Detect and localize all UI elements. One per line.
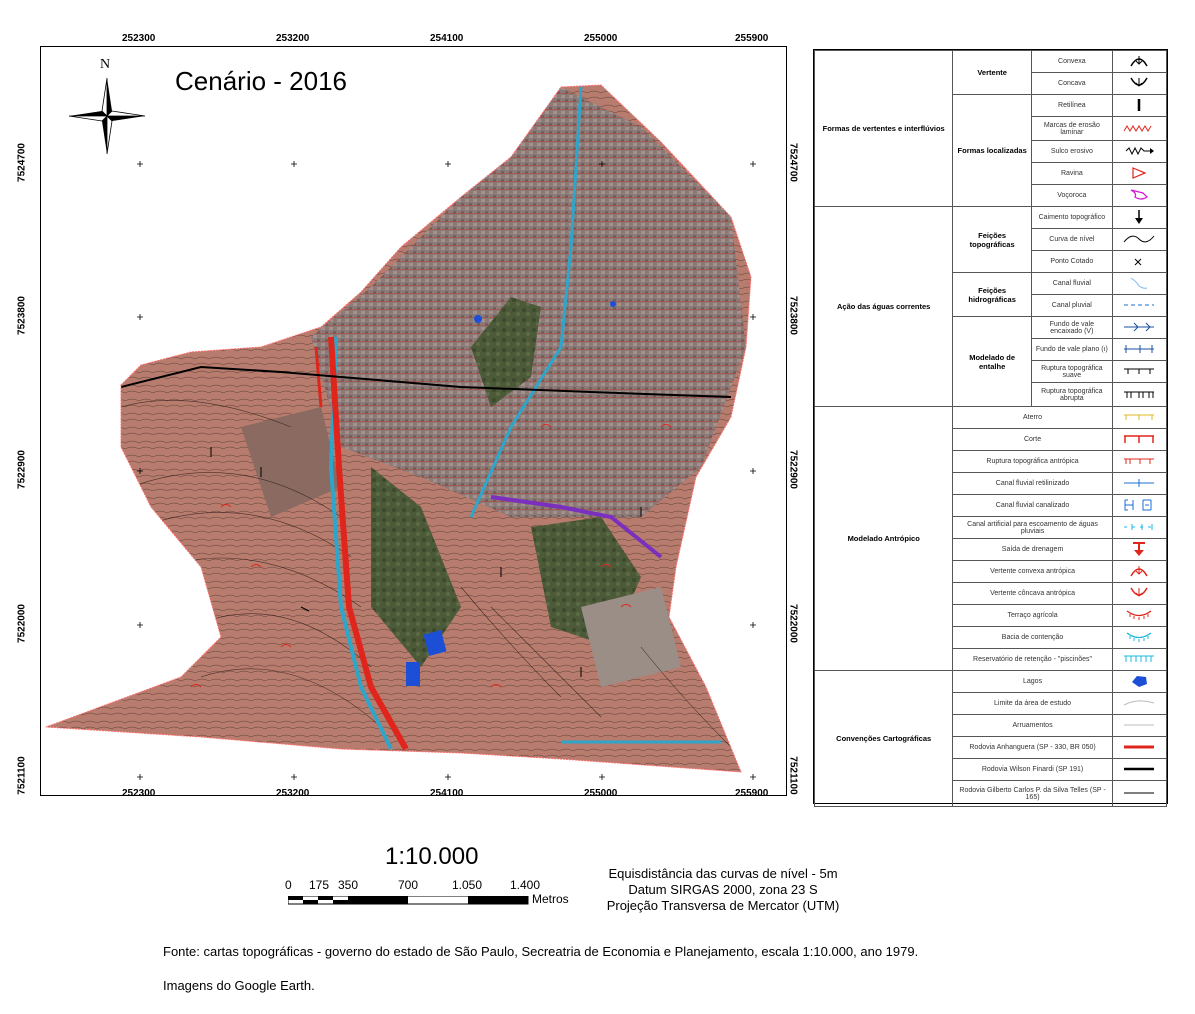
- legend-item-label: Ruptura topográfica suave: [1031, 361, 1112, 383]
- x-tick-top: 255900: [735, 33, 769, 44]
- map-title: Cenário - 2016: [175, 66, 347, 96]
- legend-subgroup-label: Feições topográficas: [953, 207, 1032, 273]
- flat-valley-icon: [1112, 339, 1166, 361]
- rain-channel-icon: [1112, 295, 1166, 317]
- legend-item-label: Rodovia Wilson Finardi (SP 191): [953, 759, 1112, 781]
- gully-icon: [1112, 185, 1166, 207]
- legend-group-label: Ação das águas correntes: [815, 207, 953, 407]
- highway-gray-icon: [1112, 781, 1166, 807]
- legend-item-label: Fundo de vale plano (ı): [1031, 339, 1112, 361]
- v-valley-icon: [1112, 317, 1166, 339]
- rectilinear-icon: [1112, 95, 1166, 117]
- retention-reservoir-icon: [1112, 649, 1166, 671]
- legend-item-label: Aterro: [953, 407, 1112, 429]
- y-tick-right: 7522900: [787, 450, 799, 489]
- y-tick-right: 7521100: [787, 756, 799, 795]
- laminar-erosion-icon: [1112, 117, 1166, 141]
- scale-bar: [288, 896, 530, 906]
- study-limit-icon: [1112, 693, 1166, 715]
- legend-item-label: Voçoroca: [1031, 185, 1112, 207]
- river-channel-icon: [1112, 273, 1166, 295]
- topographic-dip-icon: [1112, 207, 1166, 229]
- legend-table: [814, 50, 1167, 807]
- legend-item-label: Ruptura topográfica antrópica: [953, 451, 1112, 473]
- legend-item-label: Terraço agrícola: [953, 605, 1112, 627]
- cut-icon: [1112, 429, 1166, 451]
- legend-group-label: Formas de vertentes e interflúvios: [815, 51, 953, 207]
- legend-item-label: Canal fluvial retilinizado: [953, 473, 1112, 495]
- scale-tick-label: 1.050: [452, 878, 483, 892]
- y-tick-right: 7522000: [787, 604, 799, 643]
- map-canvas: [41, 47, 786, 795]
- legend-item-label: Canal pluvial: [1031, 295, 1112, 317]
- contour-interval-note: Equisdistância das curvas de nível - 5m: [608, 866, 838, 881]
- legend-item-label: Ruptura topográfica abrupta: [1031, 383, 1112, 407]
- x-tick-top: 253200: [276, 33, 310, 44]
- x-tick-top: 252300: [122, 33, 156, 44]
- legend-subgroup-label: Modelado de entalhe: [953, 317, 1032, 407]
- legend-item-label: Bacia de contenção: [953, 627, 1112, 649]
- drainage-outlet-icon: [1112, 539, 1166, 561]
- x-tick-top: 254100: [430, 33, 464, 44]
- lake-icon: [1112, 671, 1166, 693]
- legend: [813, 49, 1168, 804]
- anthropic-concave-icon: [1112, 583, 1166, 605]
- scale-tick-label: 1.400: [510, 878, 541, 892]
- legend-item-label: Limite da área de estudo: [953, 693, 1112, 715]
- containment-basin-icon: [1112, 627, 1166, 649]
- y-tick-left: 7522900: [16, 450, 28, 489]
- soft-break-icon: [1112, 361, 1166, 383]
- contour-line-icon: [1112, 229, 1166, 251]
- scale-unit: Metros: [532, 892, 569, 906]
- legend-item-label: Retilínea: [1031, 95, 1112, 117]
- legend-subgroup-label: Feições hidrográficas: [953, 273, 1032, 317]
- legend-item-label: Sulco erosivo: [1031, 141, 1112, 163]
- highway-black-icon: [1112, 759, 1166, 781]
- legend-subgroup-label: Vertente: [953, 51, 1032, 95]
- spot-height-icon: [1112, 251, 1166, 273]
- legend-item-label: Rodovia Anhanguera (SP - 330, BR 050): [953, 737, 1112, 759]
- scale-tick-label: 175: [309, 878, 330, 892]
- map-notes: [578, 866, 868, 914]
- legend-item-label: Canal artificial para escoamento de águas pluviais: [953, 517, 1112, 539]
- concave-slope-icon: [1112, 73, 1166, 95]
- legend-group-label: Convenções Cartográficas: [815, 671, 953, 807]
- datum-note: Datum SIRGAS 2000, zona 23 S: [628, 882, 818, 897]
- scale-tick-label: 0: [285, 878, 292, 892]
- highway-red-icon: [1112, 737, 1166, 759]
- images-credit: Imagens do Google Earth.: [163, 978, 315, 993]
- y-tick-right: 7523800: [787, 296, 799, 335]
- legend-item-label: Convexa: [1031, 51, 1112, 73]
- legend-item-label: Canal fluvial: [1031, 273, 1112, 295]
- projection-note: Projeção Transversa de Mercator (UTM): [606, 898, 840, 913]
- legend-subgroup-label: Formas localizadas: [953, 95, 1032, 207]
- study-area: [41, 47, 786, 795]
- legend-item-label: Canal fluvial canalizado: [953, 495, 1112, 517]
- anthropic-break-icon: [1112, 451, 1166, 473]
- legend-item-label: Rodovia Gilberto Carlos P. da Silva Telles (SP - 165): [953, 781, 1112, 807]
- x-tick-bottom: 255900: [735, 788, 769, 799]
- north-arrow-icon: [69, 78, 145, 154]
- artificial-channel-icon: [1112, 517, 1166, 539]
- ravine-icon: [1112, 163, 1166, 185]
- legend-item-label: Ravina: [1031, 163, 1112, 185]
- map-frame: [40, 46, 787, 796]
- north-label: N: [100, 57, 111, 72]
- legend-item-label: Saída de drenagem: [953, 539, 1112, 561]
- landfill-icon: [1112, 407, 1166, 429]
- legend-item-label: Marcas de erosão laminar: [1031, 117, 1112, 141]
- x-tick-bottom: 254100: [430, 788, 464, 799]
- legend-item-label: Corte: [953, 429, 1112, 451]
- abrupt-break-icon: [1112, 383, 1166, 407]
- scale-tick-label: 700: [398, 878, 419, 892]
- straightened-channel-icon: [1112, 473, 1166, 495]
- legend-item-label: Lagos: [953, 671, 1112, 693]
- x-tick-bottom: 252300: [122, 788, 156, 799]
- y-tick-left: 7521100: [16, 756, 28, 795]
- y-tick-left: 7522000: [16, 604, 28, 643]
- erosion-furrow-icon: [1112, 141, 1166, 163]
- scale-ratio: 1:10.000: [385, 843, 479, 870]
- streets-icon: [1112, 715, 1166, 737]
- agricultural-terrace-icon: [1112, 605, 1166, 627]
- scale-tick-label: 350: [338, 878, 359, 892]
- legend-item-label: Caimento topográfico: [1031, 207, 1112, 229]
- x-tick-top: 255000: [584, 33, 618, 44]
- x-tick-bottom: 255000: [584, 788, 618, 799]
- y-tick-right: 7524700: [787, 143, 799, 182]
- legend-group-label: Modelado Antrópico: [815, 407, 953, 671]
- x-tick-bottom: 253200: [276, 788, 310, 799]
- legend-item-label: Fundo de vale encaixado (V): [1031, 317, 1112, 339]
- convex-slope-icon: [1112, 51, 1166, 73]
- legend-item-label: Curva de nível: [1031, 229, 1112, 251]
- channelized-icon: [1112, 495, 1166, 517]
- anthropic-convex-icon: [1112, 561, 1166, 583]
- legend-item-label: Vertente côncava antrópica: [953, 583, 1112, 605]
- legend-item-label: Ponto Cotado: [1031, 251, 1112, 273]
- legend-item-label: Vertente convexa antrópica: [953, 561, 1112, 583]
- legend-item-label: Arruamentos: [953, 715, 1112, 737]
- source-note: Fonte: cartas topográficas - governo do estado de São Paulo, Secreatria de Economia e Planejamento, escala 1:10.000, ano 1979.: [163, 944, 919, 959]
- y-tick-left: 7523800: [16, 296, 28, 335]
- legend-item-label: Reservatório de retenção - "piscinões": [953, 649, 1112, 671]
- y-tick-left: 7524700: [16, 143, 28, 182]
- legend-item-label: Concava: [1031, 73, 1112, 95]
